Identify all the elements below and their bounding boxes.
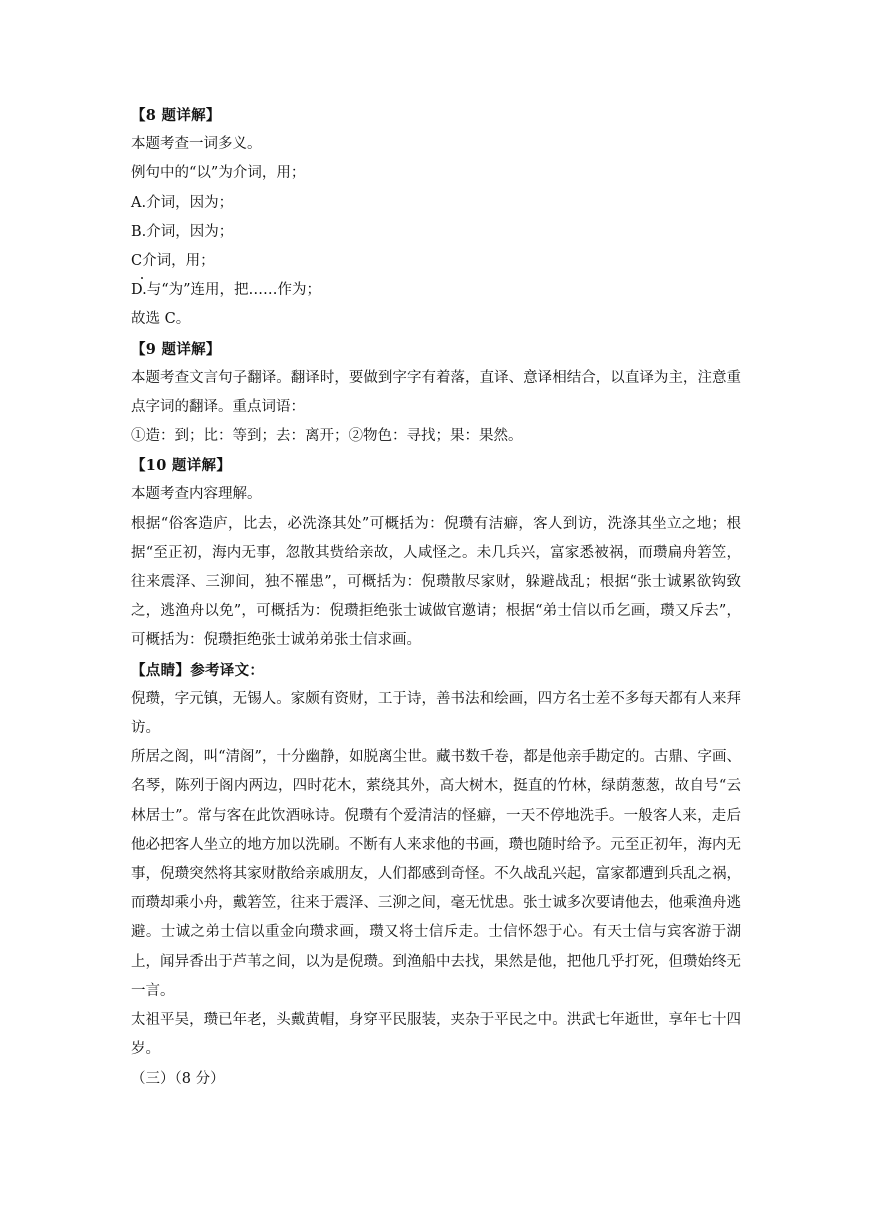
q8-option-d: D.与“为”连用，把……作为； xyxy=(131,282,322,299)
translation-paragraph: 倪瓒，字元镇，无锡人。家颇有资财，工于诗，善书法和绘画，四方名士差不多每天都有人来拜访。 xyxy=(131,690,741,737)
q10-intro: 本题考查内容理解。 xyxy=(131,486,262,503)
q9-text: 本题考查文言句子翻译。翻译时，要做到字字有着落，直译、意译相结合，以直译为主，注意重点字词的翻译。重点词语： xyxy=(131,369,741,415)
q10-heading: 【10 题详解】 xyxy=(131,457,232,475)
translation-paragraph: 太祖平吴，瓒已年老，头戴黄帽，身穿平民服装，夹杂于平民之中。洪武七年逝世，享年七十四岁。 xyxy=(131,1012,741,1058)
q8-line: 例句中的“以”为介词，用； xyxy=(131,165,306,182)
translation-paragraph: 所居之阁，叫“清阁”，十分幽静，如脱离尘世。藏书数千卷，都是他亲手勘定的。古鼎、字画、名琴，陈列于阁内两边，四时花木，萦绕其外，高大树木，挺直的竹林，绿荫葱葱，故自号“云林居士”。常与客在此饮酒咏诗。倪瓒有个爱清洁的怪癖，一天不停地洗手。一般客人来，走后他必把客人坐立的地方加以洗刷。不断有人来求他的书画，瓒也随时给予。元至正初年，海内无事，倪瓒突然将其家财散给亲戚朋友，人们都感到奇怪。不久战乱兴起，富家都遭到兵乱之祸，而瓒却乘小舟，戴箬笠，往来于震泽、三泖之间，毫无忧患。张士诚多次要请他去，他乘渔舟逃避。士诚之弟士信以重金向瓒求画，瓒又将士信斥走。士信怀怨于心。有天士信与宾客游于湖上，闻异香出于芦苇之间，以为是倪瓒。到渔船中去找，果然是他，把他几乎打死，但瓒始终无一言。 xyxy=(131,749,741,999)
q8-line: 本题考查一词多义。 xyxy=(131,136,262,153)
tip-heading: 【点睛】参考译文： xyxy=(131,661,265,679)
next-section-heading: （三）（8 分） xyxy=(131,1070,225,1087)
q9-heading: 【9 题详解】 xyxy=(131,340,221,358)
q8-heading: 【8 题详解】 xyxy=(131,107,221,124)
q8-option-c: C介词，用； xyxy=(131,252,215,269)
answer-explanation xyxy=(131,101,741,1094)
q10-text: 根据“俗客造庐，比去，必洗涤其处”可概括为：倪瓒有洁癖，客人到访，洗涤其坐立之地；根据“至正初，海内无事，忽散其赀给亲故，人咸怪之。未几兵兴，富家悉被祸，而瓒扁舟箬笠，往来震泽、三泖间，独不罹患”，可概括为：倪瓒散尽家财，躲避战乱；根据“张士诚累欲钩致之，逃渔舟以免”，可概括为：倪瓒拒绝张士诚做官邀请；根据“弟士信以币乞画，瓒又斥去”，可概括为：倪瓒拒绝张士诚弟弟张士信求画。 xyxy=(131,515,741,649)
q8-option-b: B.介词，因为； xyxy=(131,223,234,240)
q8-option-a: A.介词，因为； xyxy=(131,194,234,211)
q9-key-words: ①造：到；比：等到；去：离开；②物色：寻找；果：果然。 xyxy=(131,428,523,445)
q8-answer: 故选 C。 xyxy=(131,311,191,328)
